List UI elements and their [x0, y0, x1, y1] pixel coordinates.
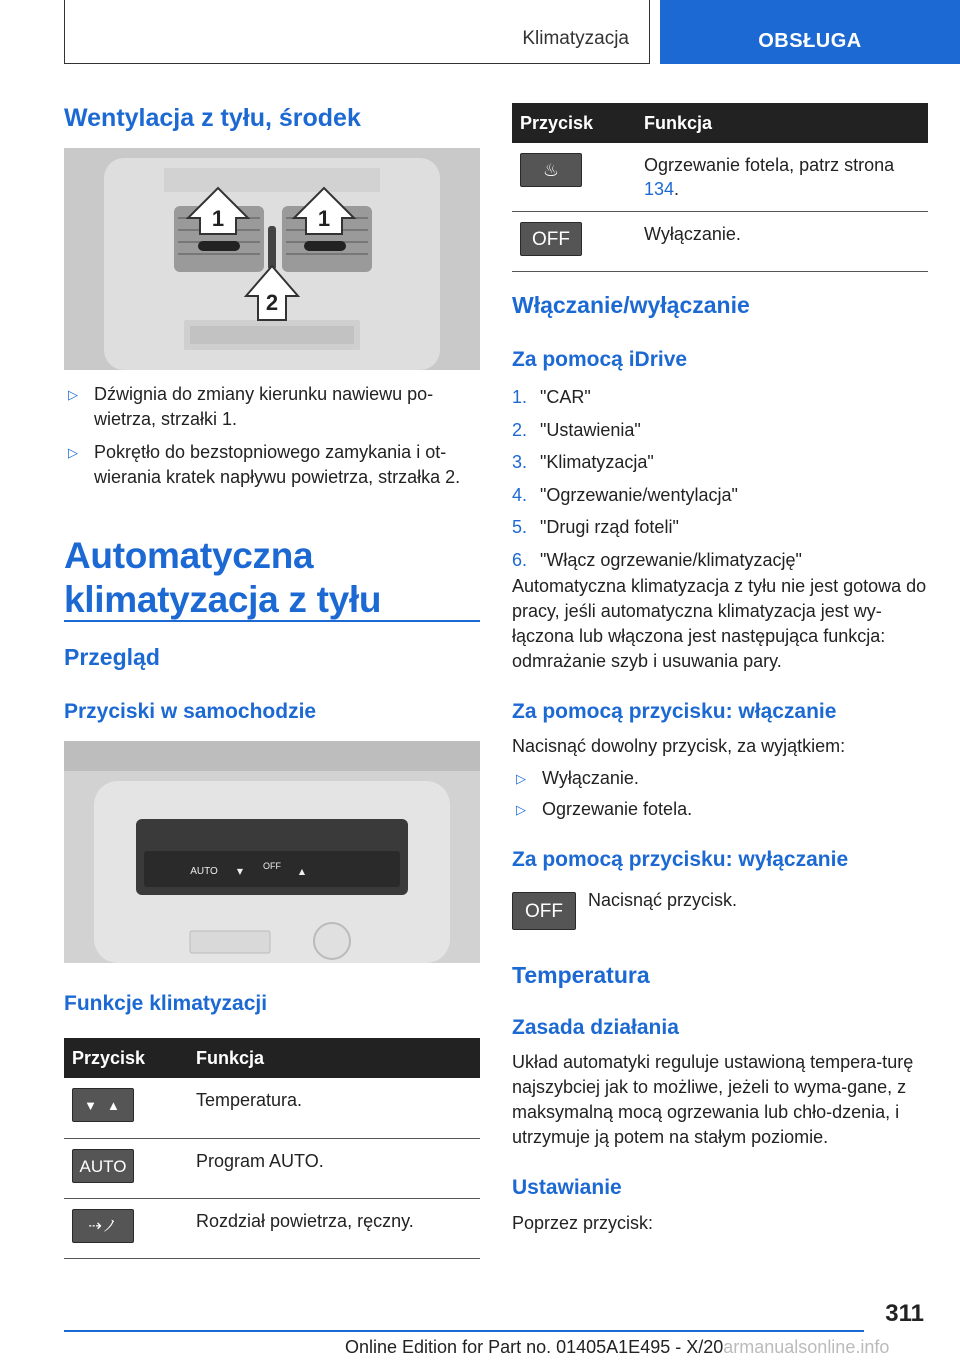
- table-row: [512, 212, 928, 272]
- off-button-icon: OFF: [512, 892, 576, 930]
- table-header-function: Funkcja: [188, 1038, 480, 1078]
- footer-edition: Online Edition for Part no. 01405A1E495 - X/20armanualsonline.info: [345, 1337, 890, 1357]
- on-bullet-list: [512, 766, 928, 822]
- functions-table: [64, 1038, 480, 1259]
- list-item: 5. "Drugi rząd foteli": [512, 517, 679, 537]
- table-cell-function: Ogrzewanie fotela, patrz strona 134.: [636, 143, 928, 212]
- air-distribution-icon: ⇢ノ: [72, 1209, 134, 1243]
- functions-heading: Funkcje klimatyzacji: [64, 992, 268, 1015]
- table-row: [64, 1138, 480, 1198]
- principle-heading: Zasada działania: [512, 1016, 679, 1039]
- heading-rule: [64, 620, 480, 622]
- seat-heating-icon: ♨: [520, 153, 582, 187]
- vent-heading: Wentylacja z tyłu, środek: [64, 104, 361, 132]
- callout-1-left: 1: [211, 206, 225, 231]
- table-cell-function: Rozdział powietrza, ręczny.: [188, 1198, 480, 1258]
- principle-text: Układ automatyki reguluje ustawioną tempera-turę najszybciej jak to możliwe, jeżeli to wyma-gane, z maksymalną mocą ogrzewania lub chło-dzenia, i utrzymuje ją potem na stałym poziomie.: [512, 1052, 914, 1147]
- list-item: 2. "Ustawienia": [512, 419, 641, 440]
- table-header-function: Funkcja: [636, 103, 928, 143]
- page-number: 311: [885, 1300, 924, 1327]
- bullet-triangle-icon: ▷: [68, 445, 78, 460]
- onoff-heading: Włączanie/wyłączanie: [512, 292, 750, 318]
- svg-text:▼: ▼: [236, 867, 244, 876]
- header-section-box: [64, 0, 650, 64]
- on-heading: Za pomocą przycisku: włączanie: [512, 700, 837, 723]
- header-chapter-tab: OBSŁUGA: [660, 0, 960, 64]
- panel-photo: [64, 741, 480, 963]
- table-row: [512, 143, 928, 212]
- on-text: Nacisnąć dowolny przycisk, za wyjątkiem:: [512, 736, 846, 756]
- header-section-title: Klimatyzacja: [522, 28, 629, 49]
- table-row: [64, 1198, 480, 1258]
- callout-2: 2: [265, 290, 279, 315]
- bullet-triangle-icon: ▷: [516, 802, 526, 817]
- buttons-heading: Przyciski w samochodzie: [64, 700, 317, 723]
- svg-text:▲: ▲: [298, 867, 306, 876]
- temperature-heading: Temperatura: [512, 962, 650, 988]
- page-link-134[interactable]: 134: [644, 179, 675, 199]
- temperature-arrows-icon: ▼▲: [72, 1088, 134, 1122]
- off-heading: Za pomocą przycisku: wyłączanie: [512, 848, 849, 871]
- callout-1-right: 1: [317, 206, 331, 231]
- idrive-note: Automatyczna klimatyzacja z tyłu nie jest gotowa do pracy, jeśli automatyczna klimatyzacja jest wy-łączona lub włączona jest następująca funkcja: odmrażanie szyb i usuwania pary.: [512, 576, 927, 671]
- vent-bullet-text: Pokrętło do bezstopniowego zamykania i ot-wierania kratek napływu powietrza, strzałka 2.: [94, 442, 461, 487]
- auto-climate-heading: Automatyczna klimatyzacja z tyłu: [64, 535, 382, 620]
- table-row: [64, 1078, 480, 1138]
- list-item: 1. "CAR": [512, 387, 591, 407]
- vent-bullet: [64, 440, 480, 490]
- setting-heading: Ustawianie: [512, 1176, 622, 1199]
- vent-bullet-list: [64, 382, 480, 490]
- table-cell-function: Program AUTO.: [188, 1138, 480, 1198]
- vent-bullet: [64, 382, 480, 432]
- on-bullet: ▷ Wyłączanie.: [512, 766, 928, 791]
- page-header: [0, 0, 960, 66]
- idrive-heading: Za pomocą iDrive: [512, 348, 688, 371]
- off-button-icon: OFF: [520, 222, 582, 256]
- vent-photo: [64, 148, 480, 370]
- table-cell-function: Wyłączanie.: [636, 212, 928, 272]
- panel-off-label: OFF: [263, 861, 281, 871]
- control-panel-illustration: [64, 741, 480, 963]
- footer-rule: [64, 1330, 864, 1332]
- functions-table-continued: [512, 103, 928, 272]
- list-item: 3. "Klimatyzacja": [512, 452, 654, 472]
- off-text: Nacisnąć przycisk.: [588, 890, 738, 910]
- bullet-triangle-icon: ▷: [516, 771, 526, 786]
- seat-heating-text: Ogrzewanie fotela, patrz strona: [644, 155, 895, 175]
- footer-watermark: armanualsonline.info: [723, 1337, 890, 1357]
- table-header-button: Przycisk: [64, 1038, 188, 1078]
- list-item: 6. "Włącz ogrzewanie/klimatyzację": [512, 549, 802, 570]
- on-bullet: ▷ Ogrzewanie fotela.: [512, 797, 928, 822]
- table-cell-function: Temperatura.: [188, 1078, 480, 1138]
- vent-illustration: [64, 148, 480, 370]
- list-item: 4. "Ogrzewanie/wentylacja": [512, 484, 738, 505]
- panel-auto-label: AUTO: [190, 866, 218, 877]
- vent-bullet-text: Dźwignia do zmiany kierunku nawiewu po-wietrza, strzałki 1.: [94, 384, 434, 429]
- bullet-triangle-icon: ▷: [68, 387, 78, 402]
- setting-text: Poprzez przycisk:: [512, 1213, 654, 1233]
- idrive-steps: [512, 381, 928, 576]
- table-header-button: Przycisk: [512, 103, 636, 143]
- overview-heading: Przegląd: [64, 644, 160, 670]
- auto-button-icon: AUTO: [72, 1149, 134, 1183]
